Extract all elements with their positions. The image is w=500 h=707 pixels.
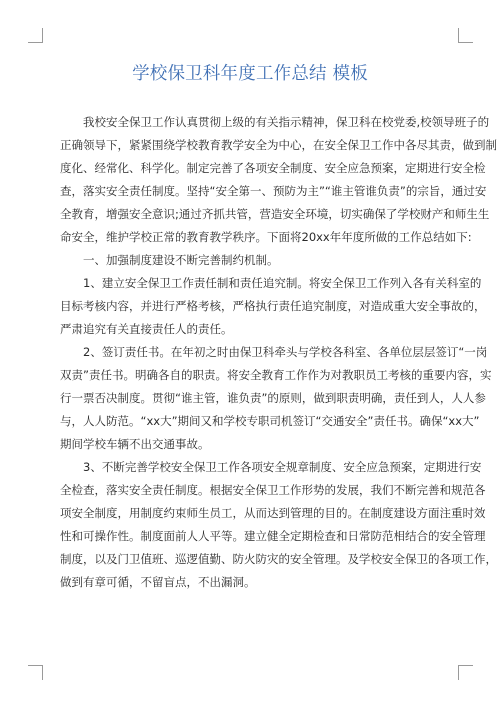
- paragraph-item-2: [60, 341, 492, 456]
- paragraph-line: 2、签订责任书。在年初之时由保卫科牵头与学校各科室、各单位层层签订“一岗: [83, 345, 488, 359]
- paragraph-line: 双责”责任书。明确各自的职责。将安全教育工作作为对教职员工考核的重要内容，实: [60, 368, 492, 382]
- paragraph-line: 查，落实安全责任制度。坚持“安全第一、预防为主”“谁主管谁负责”的宗旨，通过安: [60, 184, 487, 198]
- paragraph-intro: [60, 111, 497, 249]
- paragraph-line: 1、建立安全保卫工作责任制和责任追究制。将安全保卫工作列入各有关科室的: [83, 276, 482, 290]
- paragraph-line: 性和可操作性。制度面前人人平等。建立健全定期检查和日常防范相结合的安全管理: [60, 529, 486, 543]
- crop-mark-top-left: [28, 28, 43, 43]
- section-heading-text: 一、加强制度建设不断完善制约机制。: [83, 253, 279, 267]
- document-title: 学校保卫科年度工作总结 模板: [132, 64, 368, 84]
- paragraph-line: 项安全制度，用制度约束师生员工，从而达到管理的目的。在制度建设方面注重时效: [60, 506, 486, 520]
- paragraph-line: 全检查，落实安全责任制度。根据安全保卫工作形势的发展，我们不断完善和规范各: [60, 483, 486, 497]
- paragraph-line: 正确领导下，紧紧围绕学校教育教学安全为中心，在安全保卫工作中各尽其责，做到制: [60, 138, 497, 152]
- paragraph-line: 做到有章可循，不留盲点，不出漏洞。: [60, 575, 256, 589]
- paragraph-line: 与，人人防范。“xx大”期间又和学校专职司机签订“交通安全”责任书。确保“xx大”: [60, 414, 480, 428]
- paragraph-item-3: [60, 456, 497, 594]
- paragraph-line: 目标考核内容，并进行严格考核，严格执行责任追究制度，对造成重大安全事故的，: [60, 299, 486, 313]
- paragraph-line: 全教育，增强安全意识;通过齐抓共管，营造安全环境，切实确保了学校财产和师生生: [60, 207, 490, 221]
- paragraph-line: 度化、经常化、科学化。制定完善了各项安全制度、安全应急预案，定期进行安全检: [60, 161, 486, 175]
- section-heading: [60, 249, 440, 272]
- paragraph-line: 严肃追究有关直接责任人的责任。: [60, 322, 233, 336]
- paragraph-item-1: [60, 272, 486, 341]
- paragraph-line: 制度，以及门卫值班、巡逻值勤、防火防灾的安全管理。及学校安全保卫的各项工作，: [60, 552, 497, 566]
- paragraph-line: 行一票否决制度。贯彻“谁主管，谁负责”的原则，做到职责明确，责任到人，人人参: [60, 391, 486, 405]
- crop-mark-top-right: [458, 28, 473, 43]
- paragraph-line: 3、不断完善学校安全保卫工作各项安全规章制度、安全应急预案，定期进行安: [83, 460, 482, 474]
- paragraph-line: 我校安全保卫工作认真贯彻上级的有关指示精神，保卫科在校党委,校领导班子的: [83, 115, 490, 129]
- paragraph-line: 命安全，维护学校正常的教育教学秩序。下面将20xx年年度所做的工作总结如下:: [60, 230, 472, 244]
- paragraph-line: 期间学校车辆不出交通事故。: [60, 437, 210, 451]
- document-body: [60, 111, 497, 594]
- crop-mark-bottom-right: [458, 665, 473, 680]
- crop-mark-bottom-left: [28, 665, 43, 680]
